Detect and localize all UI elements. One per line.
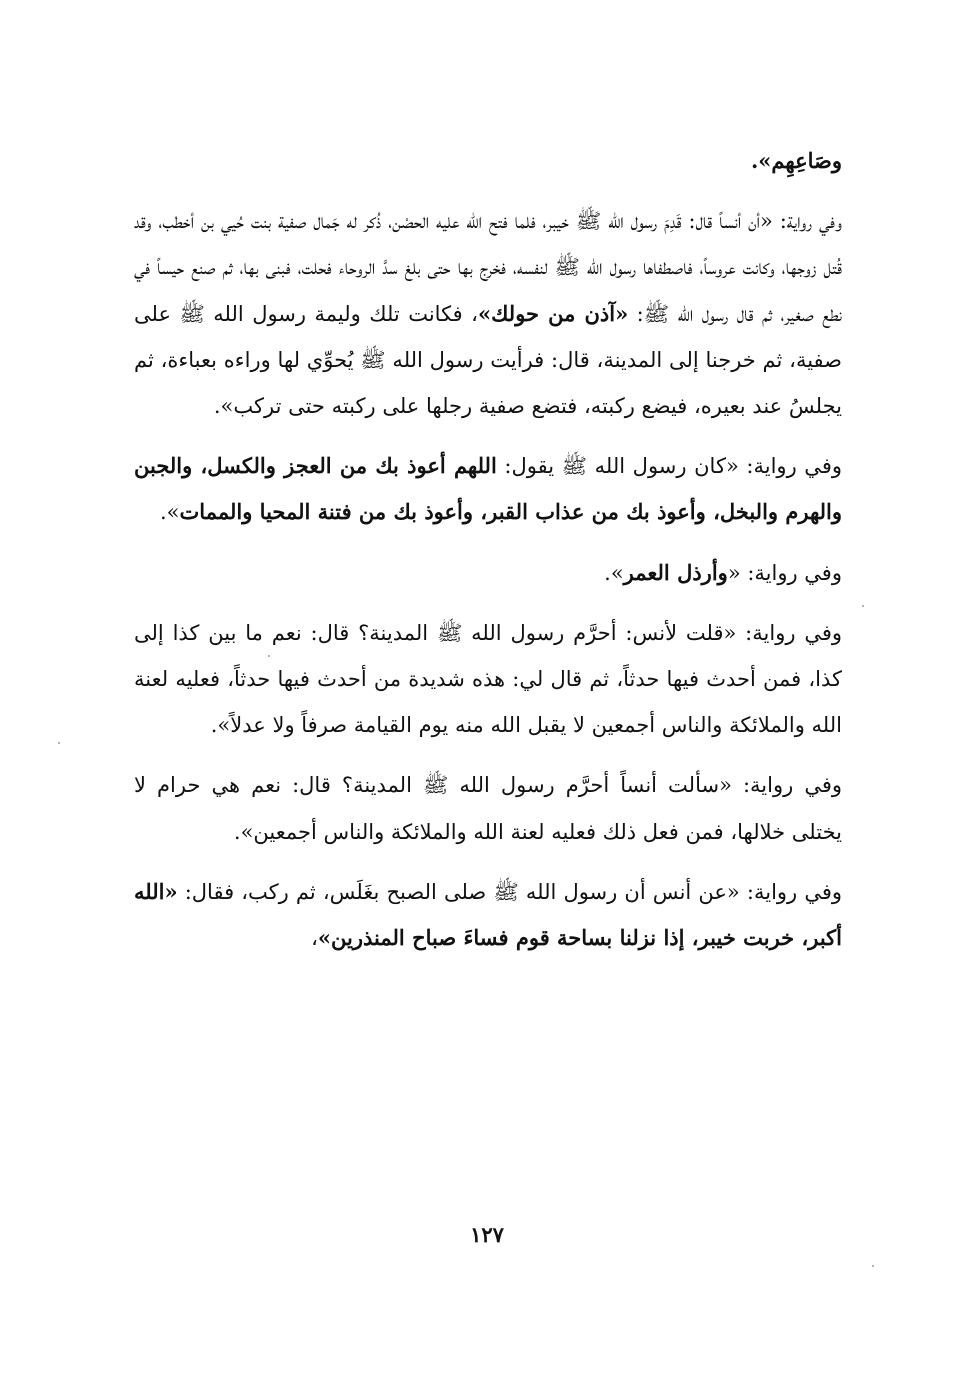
- body-text: وفي رواية: «أن أنساً قال: قَدِمَ رسول الله ﷺ خيبر، فلما فتح الله عليه الحصْن، ذُكر له جَمال صفية بنت حُيي بن أخطب، وقد قُتل زوجها، وكانت عروساً، فاصطفاها رسول الله ﷺ لنفسه، فخرج بها حتى بلغ سدَّ الروحاء فحلت، فبنى بها، ثم صنع حيساً في نطع صغير، ثم قال رسول الله ﷺ:: [134, 209, 842, 326]
- margin-speck: [58, 742, 60, 744]
- margin-speck: [268, 655, 270, 657]
- paragraph: [134, 198, 842, 429]
- paragraph: [134, 869, 842, 961]
- body-text: وفي رواية: «: [727, 560, 842, 585]
- page-body-text: [134, 138, 842, 961]
- paragraph: [134, 443, 842, 535]
- margin-speck: [862, 605, 864, 607]
- paragraph: [134, 550, 842, 596]
- body-text: ».: [160, 500, 180, 525]
- paragraph: [134, 762, 842, 854]
- quoted-text-bold: وصَاعِهِم».: [751, 148, 842, 173]
- body-text: وفي رواية: «عن أنس أن رسول الله ﷺ صلى الصبح بغَلَس، ثم ركب، فقال:: [177, 879, 842, 904]
- paragraph: [134, 138, 842, 184]
- body-text: وفي رواية: «قلت لأنس: أحرَّم رسول الله ﷺ المدينة؟ قال: نعم ما بين كذا إلى كذا، فمن أحدث فيها حدثاً، ثم قال لي: هذه شديدة من أحدث فيها حدثاً، فعليه لعنة الله والملائكة والناس أجمعين لا يقبل الله منه يوم القيامة صرفاً ولا عدلاً».: [134, 620, 842, 738]
- quoted-text-bold: «الله أكبر، خربت خيبر، إذا نزلنا بساحة قوم فساءَ صباح المنذرين»: [134, 878, 842, 951]
- body-text: ».: [604, 560, 624, 585]
- page-number: ١٢٧: [470, 1222, 504, 1247]
- body-text: وفي رواية: «سألت أنساً أحرَّم رسول الله ﷺ المدينة؟ قال: نعم هي حرام لا يختلى خلالها، فمن فعل ذلك فعليه لعنة الله والملائكة والناس أجمعين».: [134, 773, 842, 844]
- quoted-text-bold: وأرذل العمر: [623, 559, 728, 585]
- body-text: ،: [311, 926, 318, 951]
- quoted-text-bold: «آذن من حولك»: [477, 300, 629, 326]
- quoted-text-bold: اللهم أعوذ بك من العجز والكسل، والجبن والهرم والبخل، وأعوذ بك من عذاب القبر، وأعوذ بك من فتنة المحيا والممات: [134, 453, 842, 525]
- paragraph: [134, 610, 842, 749]
- body-text: وفي رواية: «كان رسول الله ﷺ يقول:: [496, 454, 842, 479]
- margin-speck: [872, 1265, 874, 1267]
- body-text: ، فكانت تلك وليمة رسول الله ﷺ على صفية، ثم خرجنا إلى المدينة، قال: فرأيت رسول الله ﷺ يُحوِّي لها وراءه بعباءة، ثم يجلسُ عند بعيره، فيضع ركبته، فتضع صفية رجلها على ركبته حتى تركب».: [134, 301, 842, 419]
